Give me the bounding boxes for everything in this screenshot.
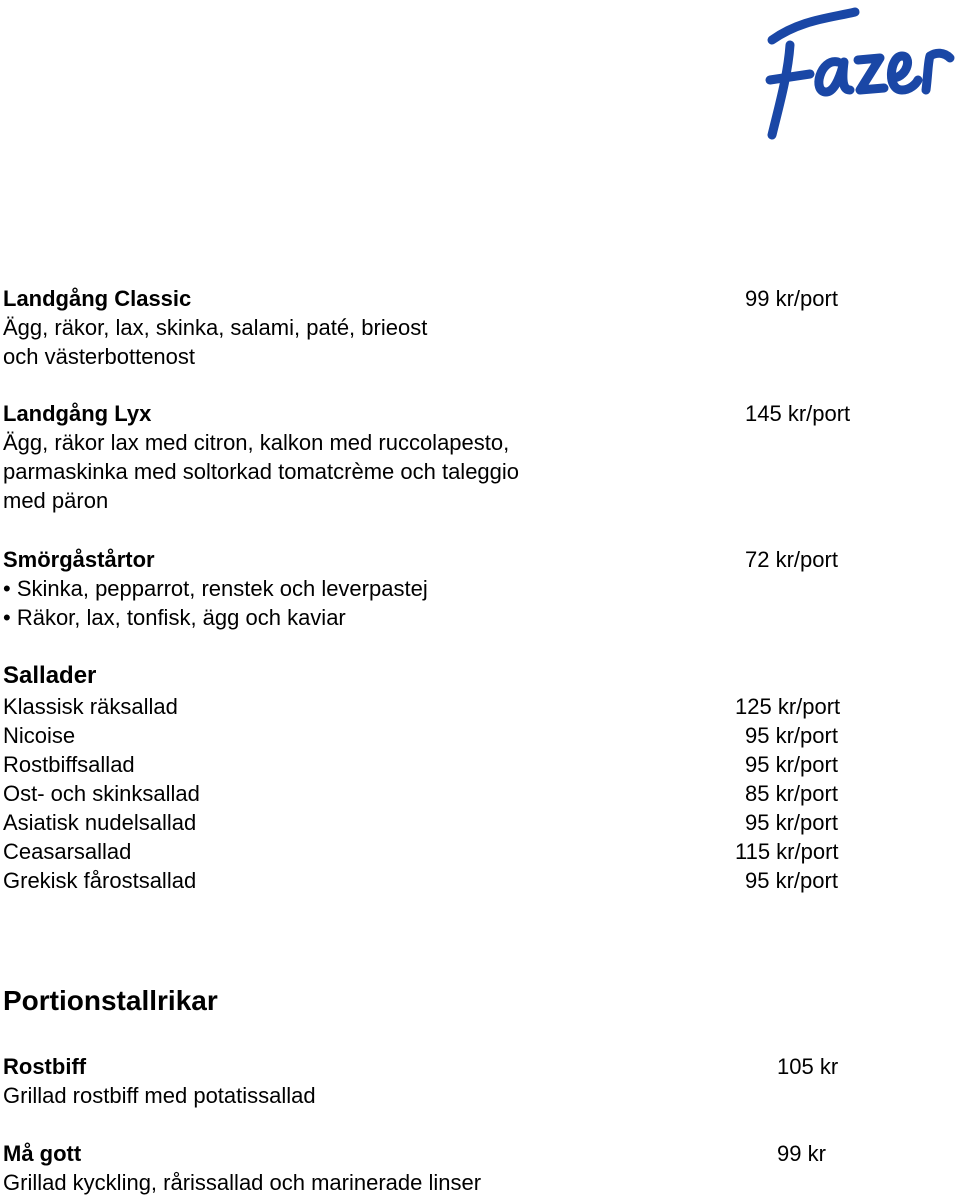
lyx-price: 145 kr/port xyxy=(745,401,851,426)
sallad-price: 95 kr/port xyxy=(745,810,838,835)
rostbiff-price: 105 kr xyxy=(777,1054,839,1079)
magott-desc: Grillad kyckling, rårissallad och marinerade linser xyxy=(3,1170,482,1195)
lyx-title: Landgång Lyx xyxy=(3,401,152,426)
sallad-name: Grekisk fårostsallad xyxy=(3,868,197,893)
classic-title: Landgång Classic xyxy=(3,286,192,311)
sallad-price: 95 kr/port xyxy=(745,723,838,748)
tartor-bullet-1: • Skinka, pepparrot, renstek och leverpastej xyxy=(3,576,428,601)
tartor-title: Smörgåstårtor xyxy=(3,547,155,572)
sallad-name: Nicoise xyxy=(3,723,76,748)
portion-heading: Portionstallrikar xyxy=(3,985,218,1016)
fazer-logo xyxy=(760,0,960,145)
sallad-price: 125 kr/port xyxy=(735,694,841,719)
sallad-name: Ost- och skinksallad xyxy=(3,781,200,806)
sallad-price: 95 kr/port xyxy=(745,752,838,777)
rostbiff-title: Rostbiff xyxy=(3,1054,87,1079)
sallad-price: 85 kr/port xyxy=(745,781,838,806)
classic-price: 99 kr/port xyxy=(745,286,838,311)
classic-desc-1: Ägg, räkor, lax, skinka, salami, paté, brieost xyxy=(3,315,428,340)
tartor-price: 72 kr/port xyxy=(745,547,838,572)
lyx-desc-2: parmaskinka med soltorkad tomatcrème och taleggio xyxy=(3,459,520,484)
tartor-bullet-2: • Räkor, lax, tonfisk, ägg och kaviar xyxy=(3,605,346,630)
sallad-price: 115 kr/port xyxy=(735,839,839,864)
classic-desc-2: och västerbottenost xyxy=(3,344,196,369)
magott-price: 99 kr xyxy=(777,1141,826,1166)
sallad-name: Rostbiffsallad xyxy=(3,752,135,777)
sallad-price: 95 kr/port xyxy=(745,868,838,893)
rostbiff-desc: Grillad rostbiff med potatissallad xyxy=(3,1083,316,1108)
sallad-name: Asiatisk nudelsallad xyxy=(3,810,197,835)
lyx-desc-3: med päron xyxy=(3,488,109,513)
sallad-name: Klassisk räksallad xyxy=(3,694,178,719)
sallader-title: Sallader xyxy=(3,662,97,689)
magott-title: Må gott xyxy=(3,1141,82,1166)
sallad-name: Ceasarsallad xyxy=(3,839,132,864)
lyx-desc-1: Ägg, räkor lax med citron, kalkon med ruccolapesto, xyxy=(3,430,510,455)
